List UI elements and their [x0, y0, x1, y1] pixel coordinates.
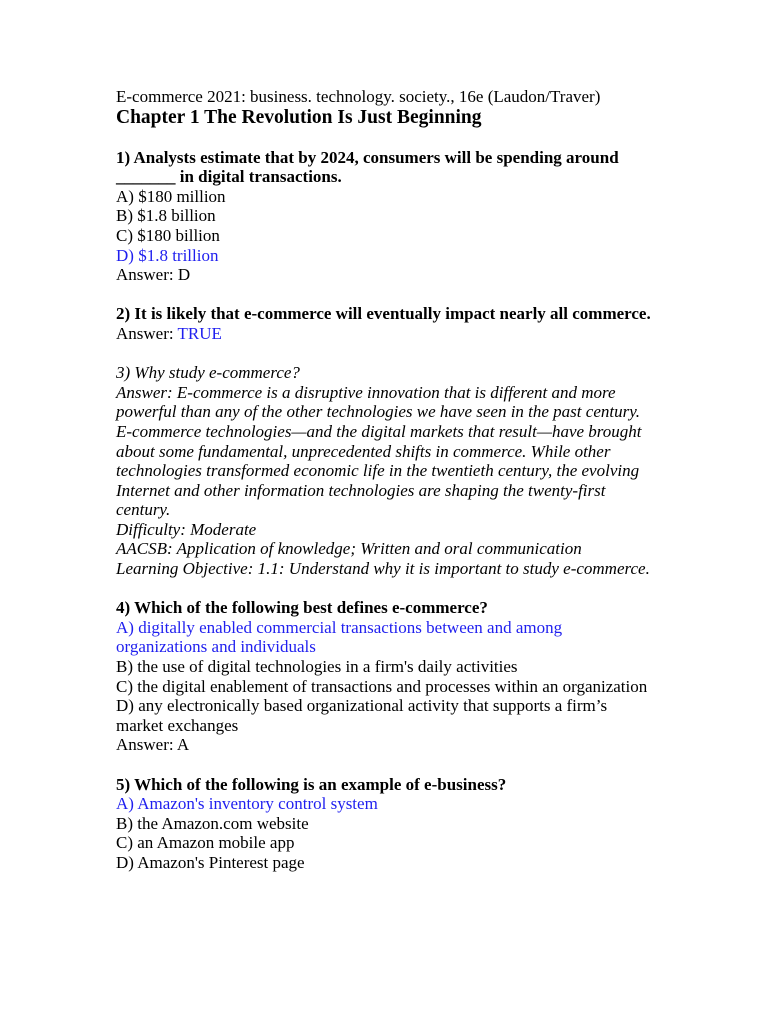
spacer: [116, 285, 656, 305]
question-block-5: [116, 775, 656, 873]
question-block-2: [116, 304, 656, 343]
question-5-option-b: B) the Amazon.com website: [116, 813, 309, 833]
question-3-learning-objective: Learning Objective: 1.1: Understand why it is important to study e-commerce.: [116, 559, 650, 579]
spacer: [116, 129, 656, 148]
spacer: [116, 755, 656, 775]
question-4-answer: Answer: A: [116, 735, 190, 755]
question-3-answer: Answer: E-commerce is a disruptive innovation that is different and more powerful than any of the other technologies we have seen in the past century. E-commerce technologies—and the digital markets that result—have brought about some fundamental, unprecedented shifts in commerce. While other technologies transformed economic life in the twentieth century, the evolving Internet and other information technologies are shaping the twenty-first century.: [116, 382, 642, 520]
question-1-answer: Answer: D: [116, 265, 191, 285]
question-block-1: [116, 148, 656, 285]
question-1-option-b: B) $1.8 billion: [116, 206, 216, 226]
question-4-option-d: D) any electronically based organizational activity that supports a firm’s market exchanges: [116, 696, 608, 735]
question-2-answer-prefix: Answer:: [116, 323, 178, 343]
question-5-text: 5) Which of the following is an example of e-business?: [116, 774, 507, 794]
question-5-option-a-correct: A) Amazon's inventory control system: [116, 794, 378, 814]
question-block-3: [116, 363, 656, 579]
question-3-difficulty: Difficulty: Moderate: [116, 519, 257, 539]
question-block-4: [116, 598, 656, 755]
spacer: [116, 344, 656, 364]
question-4-option-b: B) the use of digital technologies in a firm's daily activities: [116, 657, 518, 677]
question-4-option-a-correct: A) digitally enabled commercial transactions between and among organizations and individuals: [116, 617, 563, 657]
question-5-option-d: D) Amazon's Pinterest page: [116, 852, 305, 872]
question-4-text: 4) Which of the following best defines e-commerce?: [116, 598, 488, 618]
question-2-answer: [116, 324, 656, 344]
question-5-option-c: C) an Amazon mobile app: [116, 833, 295, 853]
question-2-text: 2) It is likely that e-commerce will eventually impact nearly all commerce.: [116, 304, 651, 324]
question-1-option-d-correct: D) $1.8 trillion: [116, 245, 219, 265]
spacer: [116, 579, 656, 599]
question-3-text: 3) Why study e-commerce?: [116, 363, 300, 383]
question-1-option-a: A) $180 million: [116, 186, 226, 206]
source-line: E-commerce 2021: business. technology. society., 16e (Laudon/Traver): [116, 87, 601, 106]
question-2-answer-value: TRUE: [177, 323, 222, 343]
question-1-option-c: C) $180 billion: [116, 225, 220, 245]
question-4-option-c: C) the digital enablement of transactions and processes within an organization: [116, 676, 648, 696]
document-content: [116, 87, 656, 873]
question-1-text: 1) Analysts estimate that by 2024, consumers will be spending around _______ in digital transactions.: [116, 147, 619, 187]
question-3-aacsb: AACSB: Application of knowledge; Written and oral communication: [116, 539, 582, 559]
chapter-title: Chapter 1 The Revolution Is Just Beginning: [116, 106, 482, 128]
